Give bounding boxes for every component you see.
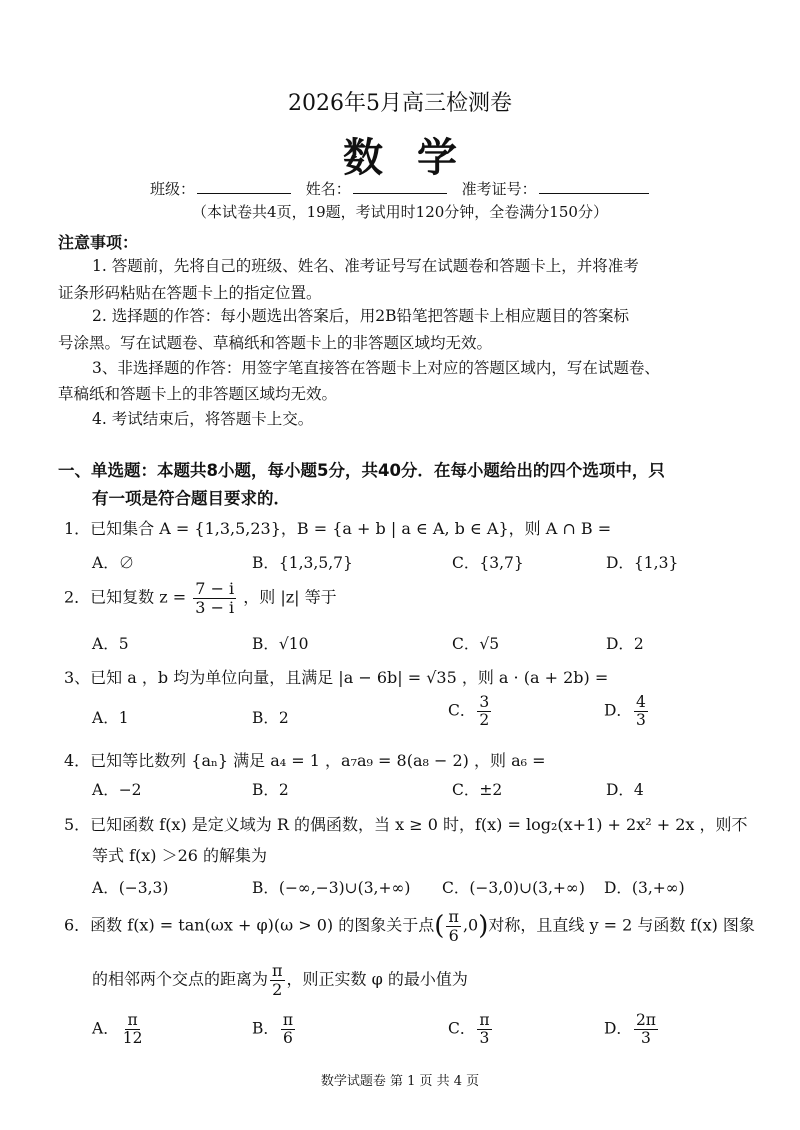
q6-c-den: 3 xyxy=(479,1029,490,1048)
q6-a-fraction xyxy=(121,1012,145,1047)
exam-note: （本试卷共4页，19题，考试用时120分钟，全卷满分150分） xyxy=(192,203,608,221)
q6-d-label: D． xyxy=(604,1019,632,1038)
q3-d-fraction xyxy=(634,694,648,729)
page-footer: 数学试题卷 第 1 页 共 4 页 xyxy=(320,1074,480,1089)
q6-b-num: π xyxy=(282,1011,294,1029)
q6-point-den: 6 xyxy=(448,925,459,945)
notice-line: 2. 选择题的作答：每小题选出答案后，用2B铅笔把答题卡上相应题目的答案标 xyxy=(92,307,629,325)
q3-d-num: 4 xyxy=(635,693,646,711)
notice-heading: 注意事项： xyxy=(58,233,139,252)
question-5-option-c: C．(−3,0)∪(3,+∞) xyxy=(442,879,585,897)
question-6-option-d xyxy=(604,1012,660,1047)
question-6-option-c xyxy=(448,1012,494,1047)
question-6-stem xyxy=(64,908,755,944)
q2-fraction xyxy=(193,580,236,616)
notice-line: 1. 答题前，先将自己的班级、姓名、准考证号写在试题卷和答题卡上，并将准考 xyxy=(92,257,639,275)
notice-line: 3、非选择题的作答：用签字笔直接答在答题卡上对应的答题区域内，写在试题卷、 xyxy=(92,359,660,377)
notice-line: 草稿纸和答题卡上的非答题区域均无效。 xyxy=(58,385,338,403)
q6-stem2-pre: 的相邻两个交点的距离为 xyxy=(92,969,269,989)
question-1-option-c: C．{3,7} xyxy=(452,554,524,572)
q6-a-label: A． xyxy=(92,1019,119,1038)
notice-line: 4. 考试结束后，将答题卡上交。 xyxy=(92,410,314,428)
question-4-stem: 4．已知等比数列 {aₙ} 满足 a₄ = 1 ，a₇a₉ = 8(a₈ − 2) ，则 a₆ = xyxy=(64,751,546,770)
question-4-option-b: B．2 xyxy=(252,781,289,799)
q3-c-den: 2 xyxy=(479,711,490,730)
id-blank xyxy=(539,179,649,194)
q6-a-den: 12 xyxy=(122,1029,143,1048)
q6-a-num: π xyxy=(127,1011,138,1029)
question-3-option-d xyxy=(604,694,650,729)
q6-left-paren: ( xyxy=(434,911,445,942)
question-3-option-c xyxy=(448,694,493,729)
id-label: 准考证号： xyxy=(461,180,537,198)
q6-dist-den: 2 xyxy=(272,979,283,999)
question-3-stem: 3、已知 a ，b 均为单位向量，且满足 |a − 6b| = √35 ，则 a · (a + 2b) = xyxy=(64,668,609,687)
question-6-option-a xyxy=(92,1012,146,1047)
q2-stem-pre: 2．已知复数 z = xyxy=(64,587,187,607)
question-2-option-d: D．2 xyxy=(606,635,644,653)
question-4-option-c: C．±2 xyxy=(452,781,503,799)
q6-point-y: ,0 xyxy=(462,915,479,935)
notice-line: 证条形码粘贴在答题卡上的指定位置。 xyxy=(58,284,322,302)
question-4-option-a: A．−2 xyxy=(92,781,142,799)
q6-c-label: C． xyxy=(448,1019,476,1038)
question-2-option-c: C．√5 xyxy=(452,635,500,653)
question-2-option-a: A．5 xyxy=(92,635,129,653)
q6-b-label: B． xyxy=(252,1019,279,1038)
notice-line: 号涂黑。写在试题卷、草稿纸和答题卡上的非答题区域均无效。 xyxy=(58,334,493,352)
q6-c-num: π xyxy=(479,1011,490,1029)
student-info-fields xyxy=(150,178,659,199)
q2-frac-den: 3 − i xyxy=(195,597,235,617)
q3-c-num: 3 xyxy=(479,693,490,711)
q6-stem-post: 对称，且直线 y = 2 与函数 f(x) 图象 xyxy=(488,915,755,935)
question-4-option-d: D．4 xyxy=(606,781,644,799)
question-3-option-a: A．1 xyxy=(92,709,129,727)
question-1-option-a: A．∅ xyxy=(92,554,135,572)
q6-b-den: 6 xyxy=(283,1029,293,1048)
class-blank xyxy=(197,179,291,194)
class-label: 班级： xyxy=(150,180,196,198)
question-5-stem-cont: 等式 f(x) ＞26 的解集为 xyxy=(92,846,268,865)
q6-point-num: π xyxy=(448,907,459,926)
q3-d-den: 3 xyxy=(635,711,646,730)
question-5-option-b: B．(−∞,−3)∪(3,+∞) xyxy=(252,879,411,897)
question-5-option-a: A．(−3,3) xyxy=(92,879,169,897)
section-heading: 一、单选题：本题共8小题，每小题5分，共40分．在每小题给出的四个选项中，只 xyxy=(58,461,665,480)
question-5-stem: 5．已知函数 f(x) 是定义域为 R 的偶函数，当 x ≥ 0 时，f(x) = log₂(x+1) + 2x² + 2x ，则不 xyxy=(64,815,748,834)
q6-b-fraction xyxy=(281,1012,295,1047)
q2-frac-num: 7 − i xyxy=(195,579,235,598)
q6-point-fraction xyxy=(446,908,461,944)
question-1-stem: 1．已知集合 A = {1,3,5,23}，B = {a + b | a ∈ A, b ∈ A}，则 A ∩ B = xyxy=(64,519,612,538)
q6-d-num: 2π xyxy=(635,1011,656,1029)
q6-stem-pre: 6．函数 f(x) = tan(ωx + φ)(ω > 0) 的图象关于点 xyxy=(64,915,435,935)
question-5-option-d: D．(3,+∞) xyxy=(604,879,685,897)
question-1-option-d: D．{1,3} xyxy=(606,554,679,572)
q6-d-den: 3 xyxy=(641,1029,651,1048)
q6-stem2-post: ，则正实数 φ 的最小值为 xyxy=(286,969,468,989)
q6-dist-fraction xyxy=(270,962,285,998)
question-1-option-b: B．{1,3,5,7} xyxy=(252,554,353,572)
question-2-stem xyxy=(64,580,337,616)
q6-dist-num: π xyxy=(272,961,283,980)
q6-right-paren: ) xyxy=(478,911,489,942)
q3-c-fraction xyxy=(477,694,491,729)
name-label: 姓名： xyxy=(305,180,351,198)
question-6-option-b xyxy=(252,1012,297,1047)
name-blank xyxy=(353,179,447,194)
question-3-option-b: B．2 xyxy=(252,709,289,727)
question-2-option-b: B．√10 xyxy=(252,635,309,653)
q6-c-fraction xyxy=(477,1012,491,1047)
q3-c-label: C． xyxy=(448,701,476,720)
q3-d-label: D． xyxy=(604,701,632,720)
subject-title: 数学 xyxy=(343,134,491,181)
section-heading-cont: 有一项是符合题目要求的． xyxy=(92,489,290,508)
q2-stem-post: ，则 |z| 等于 xyxy=(243,587,337,607)
question-6-stem-cont xyxy=(92,962,468,998)
exam-title: 2026年5月高三检测卷 xyxy=(288,91,512,116)
q6-d-fraction xyxy=(634,1012,658,1047)
